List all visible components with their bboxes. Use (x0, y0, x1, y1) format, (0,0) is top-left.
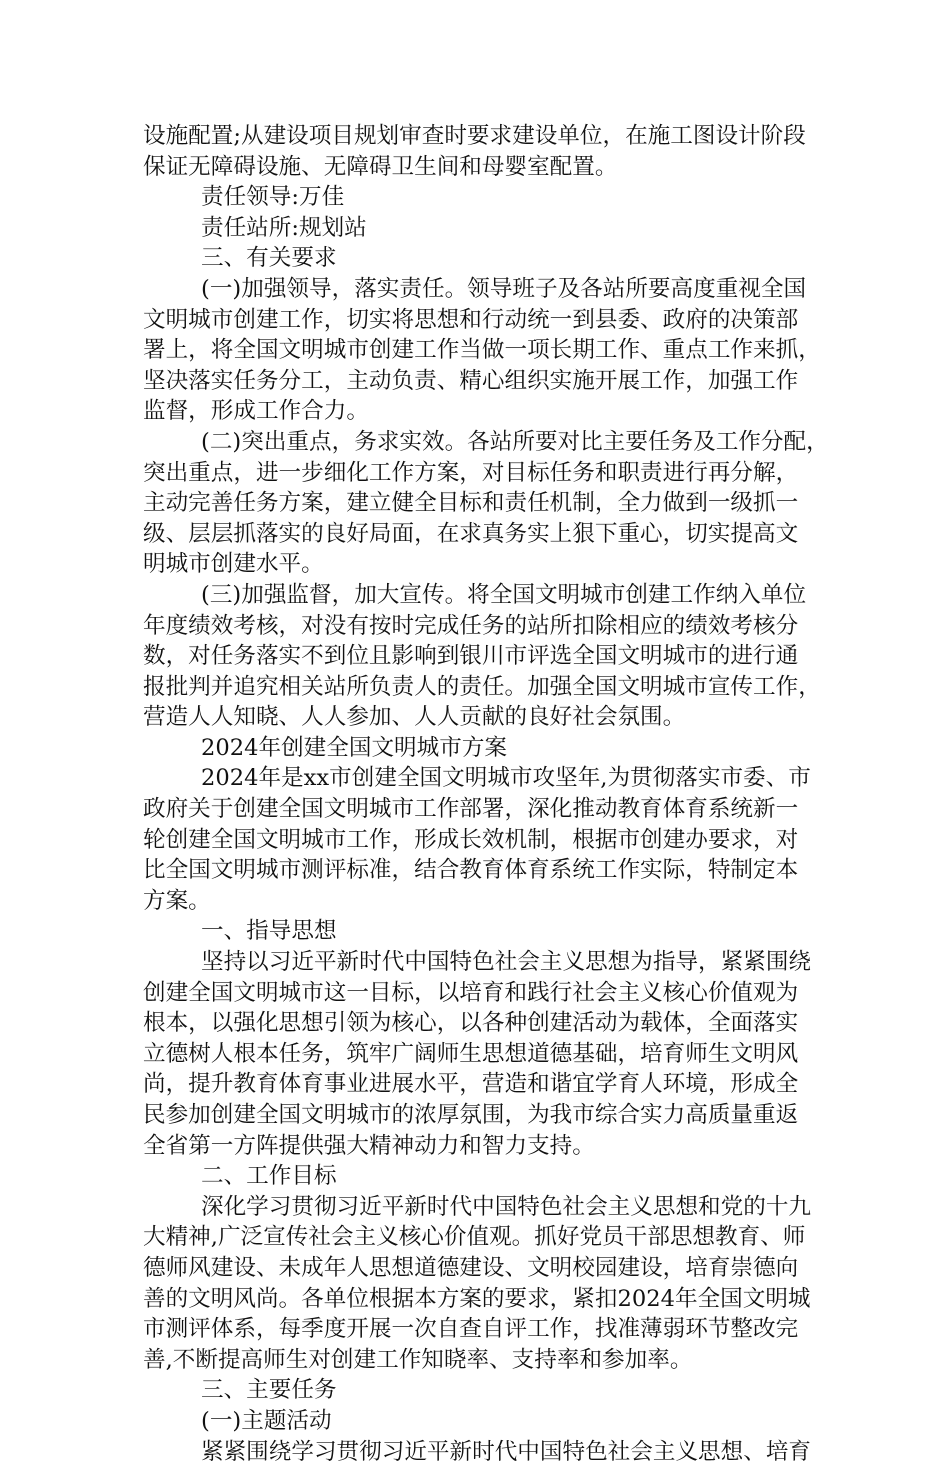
text-line: 文明城市创建工作，切实将思想和行动统一到县委、政府的决策部 (143, 306, 799, 333)
text-line: 2024年是xx市创建全国文明城市攻坚年,为贯彻落实市委、市 (201, 765, 811, 792)
text-line: 责任站所:规划站 (201, 214, 367, 241)
text-line: (三)加强监督，加大宣传。将全国文明城市创建工作纳入单位 (201, 581, 807, 608)
text-line: 署上，将全国文明城市创建工作当做一项长期工作、重点工作来抓， (143, 337, 821, 364)
text-line: (一)主题活动 (201, 1407, 332, 1434)
text-line: 尚，提升教育体育事业进展水平，营造和谐宜学育人环境，形成全 (143, 1071, 799, 1098)
text-line: 德师风建设、未成年人思想道德建设、文明校园建设，培育崇德向 (143, 1254, 799, 1281)
document-body (143, 121, 829, 1467)
text-line: 轮创建全国文明城市工作，形成长效机制，根据市创建办要求，对 (143, 826, 799, 853)
text-line: (一)加强领导，落实责任。领导班子及各站所要高度重视全国 (201, 275, 807, 302)
text-line: 报批判并追究相关站所负责人的责任。加强全国文明城市宣传工作， (143, 673, 821, 700)
text-line: 级、层层抓落实的良好局面，在求真务实上狠下重心，切实提高文 (143, 520, 799, 547)
text-line: 比全国文明城市测评标准，结合教育体育系统工作实际，特制定本 (143, 857, 799, 884)
text-line: 三、有关要求 (201, 245, 337, 272)
text-line: (二)突出重点，务求实效。各站所要对比主要任务及工作分配， (201, 428, 829, 455)
text-line: 坚持以习近平新时代中国特色社会主义思想为指导，紧紧围绕 (201, 949, 812, 976)
text-line: 突出重点，进一步细化工作方案，对目标任务和职责进行再分解， (143, 459, 799, 486)
text-line: 三、主要任务 (201, 1377, 337, 1404)
text-line: 二、工作目标 (201, 1163, 337, 1190)
text-line: 全省第一方阵提供强大精神动力和智力支持。 (143, 1132, 595, 1159)
text-line: 营造人人知晓、人人参加、人人贡献的良好社会氛围。 (143, 704, 686, 731)
text-line: 监督，形成工作合力。 (143, 398, 369, 425)
text-line: 方案。 (143, 887, 211, 914)
text-line: 民参加创建全国文明城市的浓厚氛围，为我市综合实力高质量重返 (143, 1102, 799, 1128)
text-line: 责任领导:万佳 (201, 184, 345, 211)
text-line: 政府关于创建全国文明城市工作部署，深化推动教育体育系统新一 (143, 796, 799, 823)
text-line: 一、指导思想 (201, 918, 337, 945)
text-line: 数，对任务落实不到位且影响到银川市评选全国文明城市的进行通 (143, 643, 799, 670)
text-line: 根本，以强化思想引领为核心，以各种创建活动为载体，全面落实 (143, 1010, 799, 1037)
text-line: 年度绩效考核，对没有按时完成任务的站所扣除相应的绩效考核分 (143, 612, 799, 639)
text-line: 立德树人根本任务，筑牢广阔师生思想道德基础，培育师生文明风 (143, 1040, 799, 1067)
text-line: 善的文明风尚。各单位根据本方案的要求，紧扣2024年全国文明城 (143, 1285, 811, 1312)
text-line: 保证无障碍设施、无障碍卫生间和母婴室配置。 (143, 153, 618, 180)
text-line: 主动完善任务方案，建立健全目标和责任机制，全力做到一级抓一 (143, 490, 799, 517)
text-line: 坚决落实任务分工，主动负责、精心组织实施开展工作，加强工作 (143, 367, 799, 394)
text-line: 大精神,广泛宣传社会主义核心价值观。抓好党员干部思想教育、师 (143, 1224, 806, 1251)
text-line: 创建全国文明城市这一目标，以培育和践行社会主义核心价值观为 (143, 979, 799, 1006)
text-line: 市测评体系，每季度开展一次自查自评工作，找准薄弱环节整改完 (143, 1316, 799, 1343)
text-line: 设施配置;从建设项目规划审查时要求建设单位，在施工图设计阶段 (143, 123, 806, 149)
text-line: 2024年创建全国文明城市方案 (201, 734, 508, 761)
text-line: 深化学习贯彻习近平新时代中国特色社会主义思想和党的十九 (201, 1193, 812, 1220)
text-line: 善,不断提高师生对创建工作知晓率、支持率和参加率。 (143, 1346, 693, 1373)
text-line: 紧紧围绕学习贯彻习近平新时代中国特色社会主义思想、培育 (201, 1438, 812, 1465)
text-line: 明城市创建水平。 (143, 551, 324, 578)
